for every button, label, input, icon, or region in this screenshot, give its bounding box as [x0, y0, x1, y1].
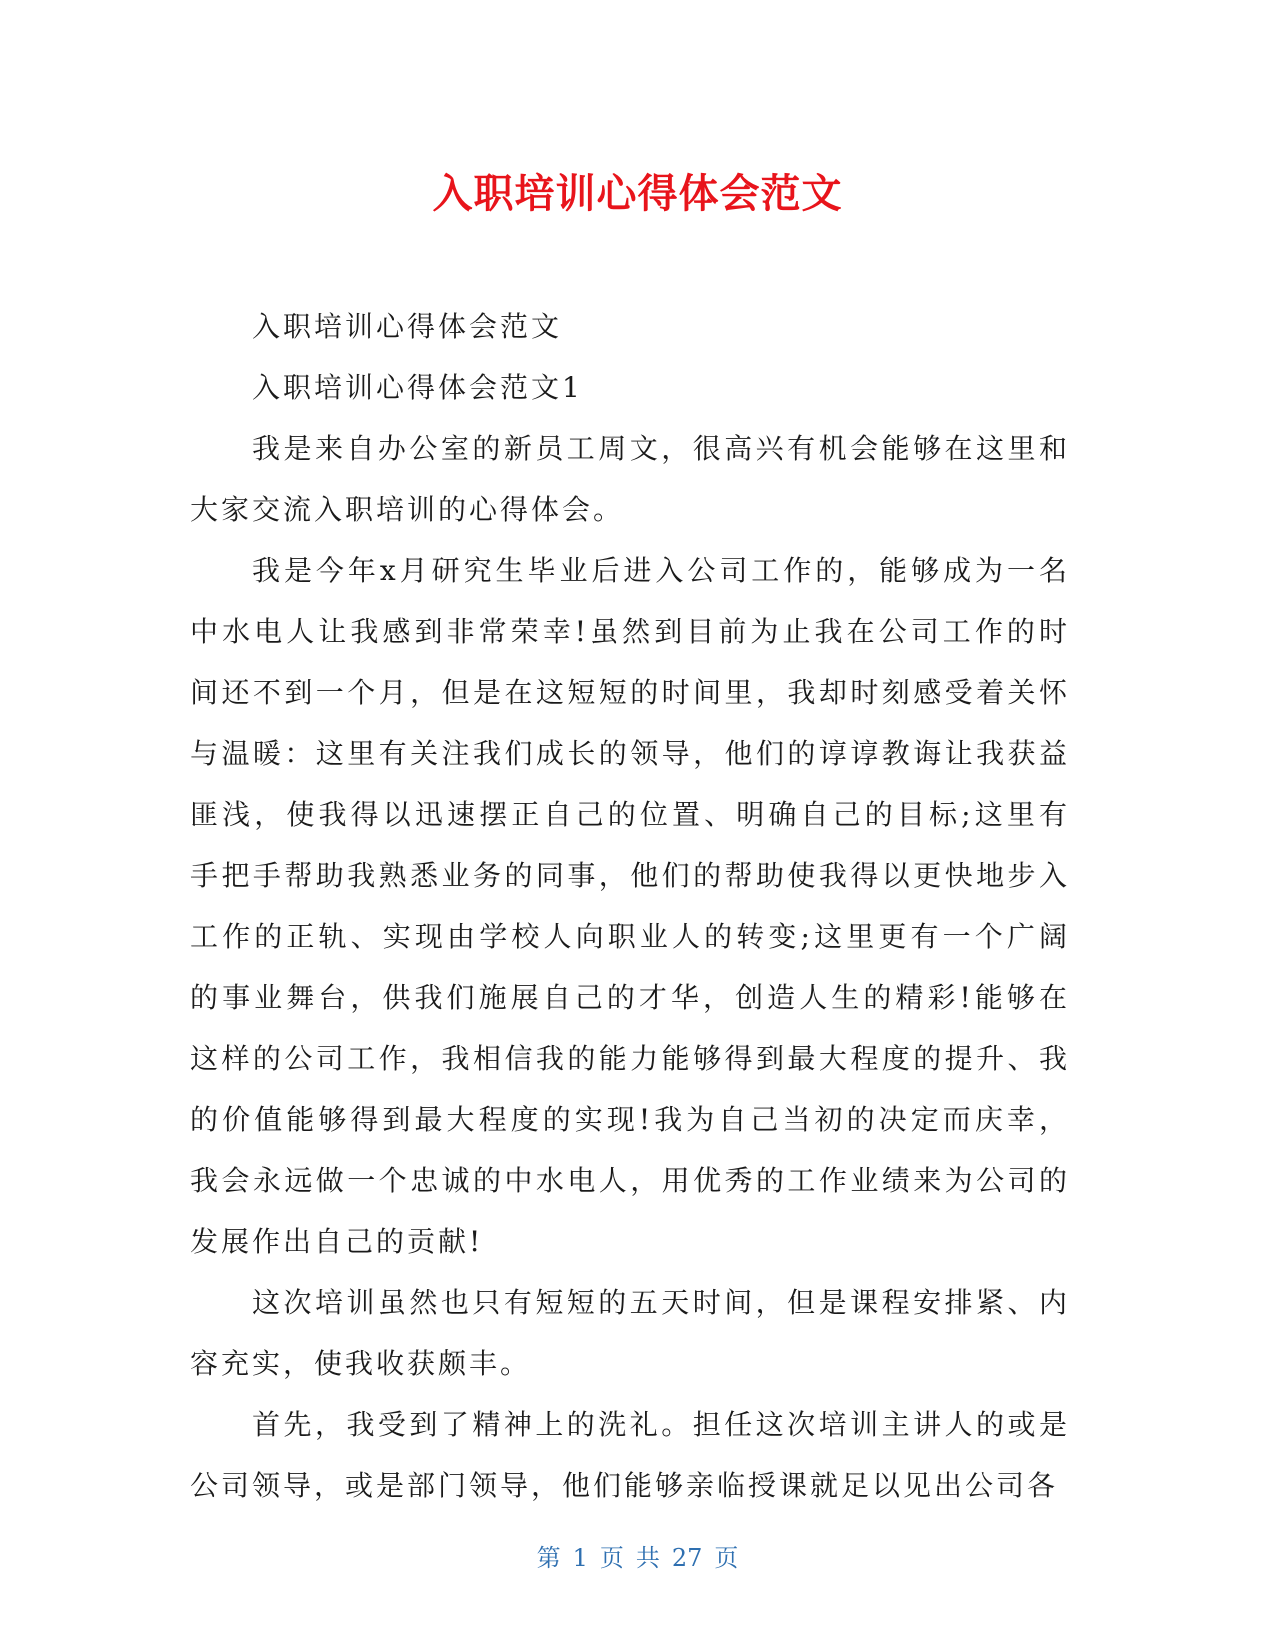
footer-page-label: 页 [599, 1544, 624, 1572]
paragraph: 入职培训心得体会范文1 [252, 371, 583, 404]
footer-total-label: 共 [635, 1544, 660, 1572]
paragraph: 我是来自办公室的新员工周文，很高兴有机会能够在这里和大家交流入职培训的心得体会。 [190, 432, 1070, 526]
paragraph: 我是今年x月研究生毕业后进入公司工作的，能够成为一名中水电人让我感到非常荣幸!虽然到目前为止我在公司工作的时间还不到一个月，但是在这短短的时间里，我却时刻感受着关怀与温暖：这里有关注我们成长的领导，他们的谆谆教诲让我获益匪浅，使我得以迅速摆正自己的位置、明确自己的目标;这里有手把手帮助我熟悉业务的同事，他们的帮助使我得以更快地步入工作的正轨、实现由学校人向职业人的转变;这里更有一个广阔的事业舞台，供我们施展自己的才华，创造人生的精彩!能够在这样的公司工作，我相信我的能力能够得到最大程度的提升、我的价值能够得到最大程度的实现!我为自己当初的决定而庆幸，我会永远做一个忠诚的中水电人，用优秀的工作业绩来为公司的发展作出自己的贡献! [190, 554, 1070, 1258]
document-body [190, 296, 1070, 1516]
paragraph: 入职培训心得体会范文 [252, 310, 563, 343]
total-pages: 27 [671, 1544, 703, 1572]
paragraph: 这次培训虽然也只有短短的五天时间，但是课程安排紧、内容充实，使我收获颇丰。 [190, 1286, 1070, 1380]
page-footer [0, 1538, 1275, 1573]
page-number: 1 [572, 1544, 588, 1572]
footer-suffix: 页 [714, 1544, 739, 1572]
document-title: 入职培训心得体会范文 [432, 171, 843, 217]
footer-prefix: 第 [536, 1544, 561, 1572]
paragraph: 首先，我受到了精神上的洗礼。担任这次培训主讲人的或是公司领导，或是部门领导，他们能够亲临授课就足以见出公司各 [190, 1408, 1070, 1502]
